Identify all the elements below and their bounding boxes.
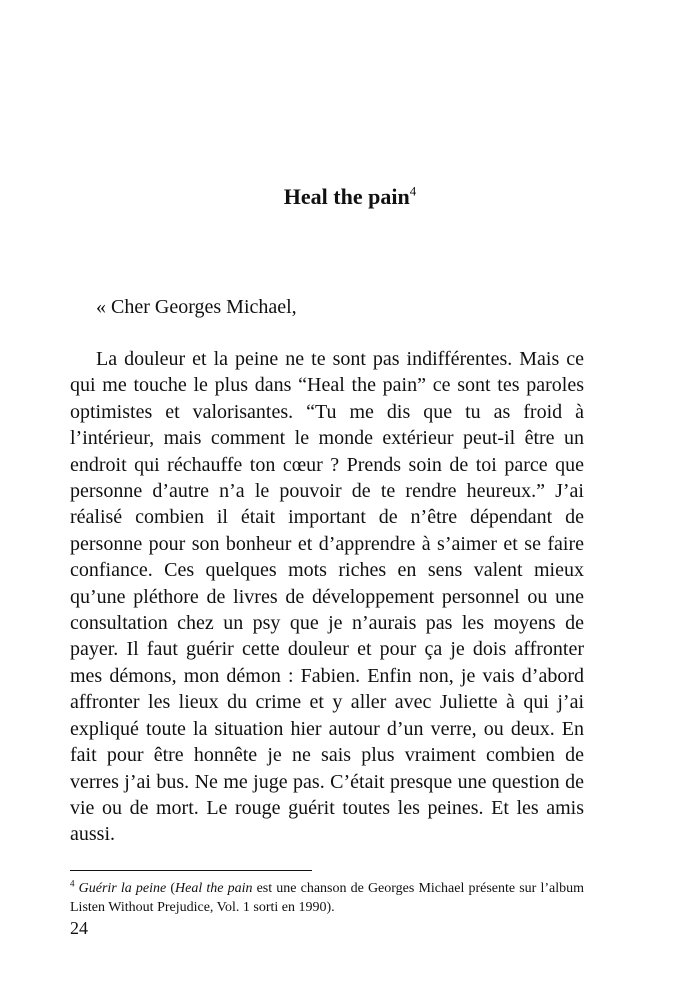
footnote-text: est une chanson de Georges Michael présente sur l’album Listen Without Prejudice, Vol. 1 sorti en 1990). [70, 881, 585, 915]
letter-paragraph: La douleur et la peine ne te sont pas indifférentes. Mais ce qui me touche le plus dans “Heal the pain” ce sont tes paroles optimistes et valorisantes. “Tu me dis que tu as froid à l’intérieur, mais comment le monde extérieur peut-il être un endroit qui réchauffe ton cœur ? Prends soin de toi parce que personne d’autre n’a le pouvoir de te rendre heureux.” J’ai réalisé combien il était important de n’être dépendant de personne pour son bonheur et d’apprendre à s’aimer et se faire confiance. Ces quelques mots riches en sens valent mieux qu’une pléthore de livres de développement personnel ou une consultation chez un psy que je n’aurais pas les moyens de payer. Il faut guérir cette douleur et pour ça je dois affronter mes démons, mon démon : Fabien. Enfin non, je vais d’abord affronter les lieux du crime et y aller avec Juliette à qui j’ai expliqué toute la situation hier autour d’un verre, ou deux. En fait pour être honnête je ne sais plus vraiment combien de verres j’ai bus. Ne me juge pas. C’était presque une question de vie ou de mort. Le rouge guérit toutes les peines. Et les amis aussi. [70, 348, 584, 846]
footnote [70, 879, 584, 917]
chapter-title [0, 184, 700, 210]
letter-salutation: « Cher Georges Michael, [96, 296, 297, 318]
footnote-open-paren: ( [170, 881, 175, 896]
footnote-title-fr: Guérir la peine [78, 881, 167, 896]
footnote-title-en: Heal the pain [175, 881, 253, 896]
footnote-reference: 4 [409, 183, 417, 199]
footnote-divider [70, 870, 312, 871]
page-number: 24 [70, 918, 88, 938]
chapter-title-text: Heal the pain [283, 184, 410, 209]
footnote-number: 4 [70, 878, 75, 889]
